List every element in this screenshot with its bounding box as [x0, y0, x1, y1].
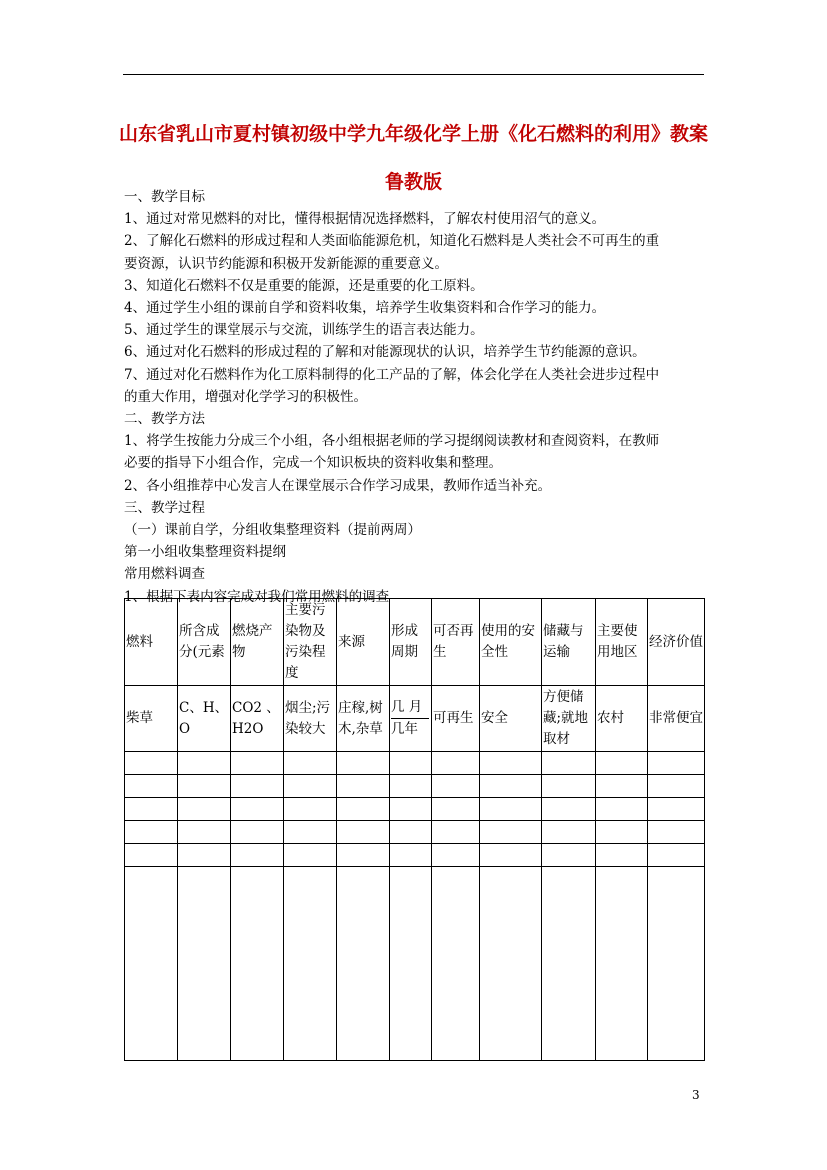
cycle-top: 几 月: [391, 699, 423, 715]
paragraph: 常用燃料调查: [124, 566, 205, 583]
paragraph: 要资源，认识节约能源和积极开发新能源的重要意义。: [124, 255, 448, 272]
paragraph: 第一小组收集整理资料提纲: [124, 544, 286, 561]
cycle-bottom: 几年: [391, 721, 418, 737]
table-header-cell: 来源: [337, 599, 390, 686]
table-header-cell: 储藏与运输: [542, 599, 596, 686]
table-cell: 可再生: [432, 686, 480, 752]
table-header-cell: 燃烧产物: [231, 599, 284, 686]
table-cell: 柴草: [125, 686, 178, 752]
table-cell: CO2 、H2O: [231, 686, 284, 752]
header-rule: [123, 74, 704, 75]
table-header-cell: 使用的安全性: [480, 599, 542, 686]
table-cell: 安全: [480, 686, 542, 752]
empty-table-row: [125, 752, 705, 775]
table-cell: 非常便宜: [648, 686, 705, 752]
table-header-cell: 燃料: [125, 599, 178, 686]
paragraph: 2、各小组推荐中心发言人在课堂展示合作学习成果，教师作适当补充。: [124, 477, 552, 494]
table-header-cell: 形成周期: [390, 599, 432, 686]
paragraph: 7、通过对化石燃料作为化工原料制得的化工产品的了解，体会化学在人类社会进步过程中: [124, 366, 660, 383]
empty-table-row: [125, 798, 705, 821]
paragraph: 3、知道化石燃料不仅是重要的能源，还是重要的化工原料。: [124, 277, 484, 294]
document-title: 山东省乳山市夏村镇初级中学九年级化学上册《化石燃料的利用》教案 鲁教版: [118, 123, 708, 193]
paragraph: 二、教学方法: [124, 411, 205, 428]
paragraph: 1、通过对常见燃料的对比，懂得根据情况选择燃料，了解农村使用沼气的意义。: [124, 211, 606, 228]
paragraph: 必要的指导下小组合作，完成一个知识板块的资料收集和整理。: [124, 455, 502, 472]
paragraph: 1、将学生按能力分成三个小组，各小组根据老师的学习提纲阅读教材和查阅资料，在教师: [124, 433, 660, 450]
table-header-cell: 可否再生: [432, 599, 480, 686]
paragraph: 的重大作用，增强对化学学习的积极性。: [124, 388, 367, 405]
empty-table-row: [125, 775, 705, 798]
paragraph: 4、通过学生小组的课前自学和资料收集，培养学生收集资料和合作学习的能力。: [124, 300, 606, 317]
table-header-cell: 所含成分(元素: [178, 599, 231, 686]
table-cell: C、H、O: [178, 686, 231, 752]
table-row: [125, 686, 705, 752]
paragraph: 2、了解化石燃料的形成过程和人类面临能源危机，知道化石燃料是人类社会不可再生的重: [124, 233, 660, 250]
table-cell: 庄稼,树木,杂草: [337, 686, 390, 752]
empty-table-row: [125, 821, 705, 844]
table-header-cell: 主要污染物及污染程度: [284, 599, 337, 686]
table-cell: [390, 686, 432, 752]
paragraph: 6、通过对化石燃料的形成过程的了解和对能源现状的认识，培养学生节约能源的意识。: [124, 344, 646, 361]
page-number: 3: [692, 1088, 700, 1102]
empty-table-row: [125, 844, 705, 867]
table-header-cell: 主要使用地区: [596, 599, 648, 686]
body-text: [124, 186, 706, 608]
empty-table-row: [125, 867, 705, 1061]
paragraph: （一）课前自学，分组收集整理资料（提前两周）: [124, 522, 421, 539]
table-header-row: [125, 599, 705, 686]
paragraph: 1、根据下表内容完成对我们常用燃料的调查: [124, 588, 390, 605]
table-cell: 农村: [596, 686, 648, 752]
paragraph: 三、教学过程: [124, 499, 205, 516]
fuel-survey-table: [124, 598, 705, 1061]
separator-line: [391, 718, 429, 719]
paragraph: 一、教学目标: [124, 189, 205, 205]
table-header-cell: 经济价值: [648, 599, 705, 686]
table-cell: 烟尘;污染较大: [284, 686, 337, 752]
table-cell: 方便储藏;就地取材: [542, 686, 596, 752]
paragraph: 5、通过学生的课堂展示与交流，训练学生的语言表达能力。: [124, 322, 484, 339]
